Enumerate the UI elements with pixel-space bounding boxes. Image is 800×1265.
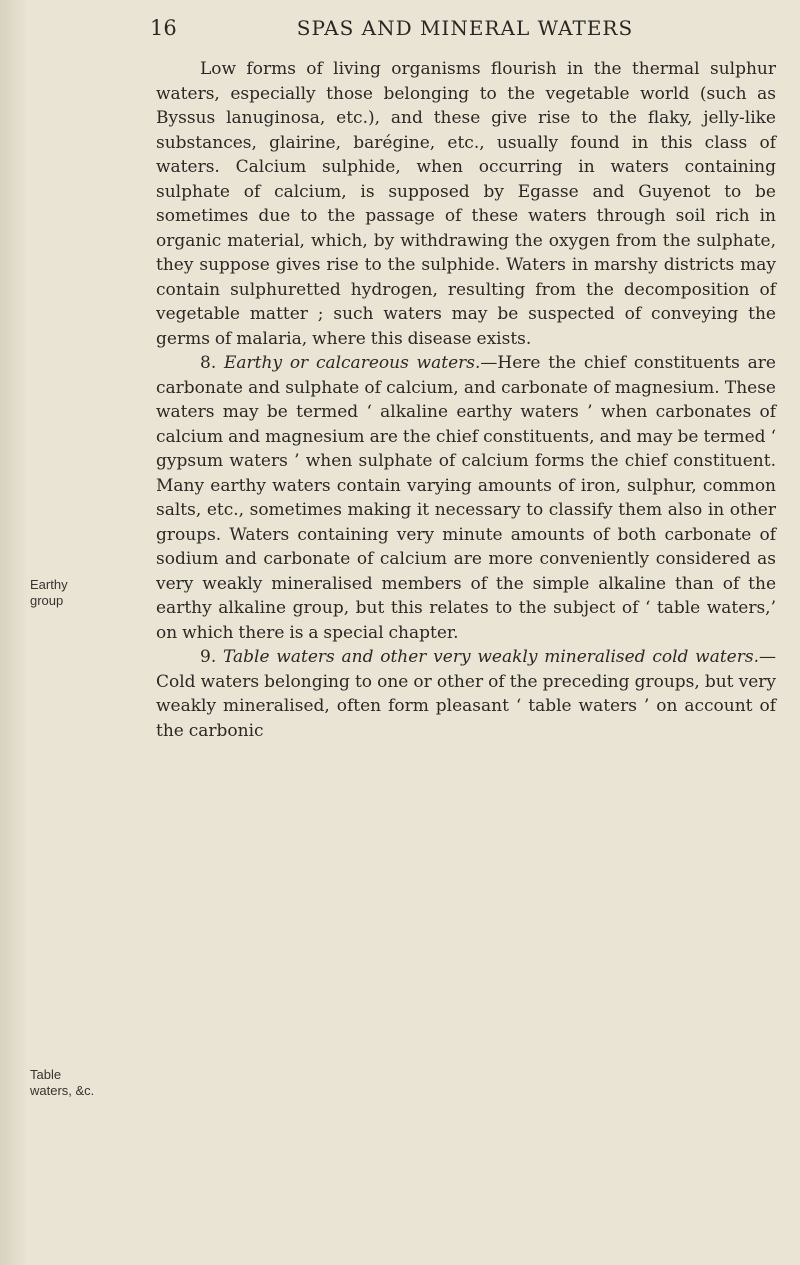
running-head: [150, 8, 780, 48]
page-number: 16: [150, 16, 177, 40]
body-text: [156, 57, 776, 743]
section-body: —Cold waters belonging to one or other of the preceding groups, but very weakly mineralised, often form pleasant ‘ table waters ’ on account of the carbonic: [156, 647, 776, 741]
section-heading: Earthy or calcareous waters.: [224, 353, 481, 373]
section-heading: Table waters and other very weakly mineralised cold waters.: [223, 647, 759, 667]
sidenote-earthy-group: [30, 577, 148, 609]
sidenote-line: Earthy: [30, 577, 68, 592]
sidenote-line: group: [30, 593, 64, 608]
section-number: 8.: [200, 353, 217, 373]
section-body: —Here the chief constituents are carbonate and sulphate of calcium, and carbonate of magnesium. These waters may be termed ‘ alkaline earthy waters ’ when carbonates of calcium and magnesium are the chief constituents, and may be termed ‘ gypsum waters ’ when sulphate of calcium forms the chief constituent. Many earthy waters contain varying amounts of iron, sulphur, common salts, etc., sometimes making it necessary to classify them also in other groups. Waters containing very minute amounts of both carbonate of sodium and carbonate of calcium are more conveniently considered as very weakly mineralised members of the simple alkaline than of the earthy alkaline group, but this relates to the subject of ‘ table waters,’ on which there is a special chapter.: [156, 353, 776, 643]
paragraph-table-waters: [156, 645, 776, 743]
paragraph-earthy-waters: [156, 351, 776, 645]
sidenote-line: waters, &c.: [30, 1083, 95, 1098]
page-edge-shadow: [0, 0, 28, 1265]
section-number: 9.: [200, 647, 217, 667]
page-header-title: SPAS AND MINERAL WATERS: [296, 16, 634, 40]
sidenote-line: Table: [30, 1067, 62, 1082]
sidenote-table-waters: [30, 1067, 148, 1099]
paragraph-thermal-sulphur: Low forms of living organisms flourish in the thermal sulphur waters, especially those belonging to the vegetable world (such as Byssus lanuginosa, etc.), and these give rise to the flaky, jelly-like substances, glairine, barégine, etc., usually found in this class of waters. Calcium sulphide, when occurring in waters containing sulphate of calcium, is supposed by Egasse and Guyenot to be sometimes due to the passage of these waters through soil rich in organic material, which, by withdrawing the oxygen from the sulphate, they suppose gives rise to the sulphide. Waters in marshy districts may contain sulphuretted hydrogen, resulting from the decomposition of vegetable matter ; such waters may be suspected of conveying the germs of malaria, where this disease exists.: [156, 59, 776, 349]
